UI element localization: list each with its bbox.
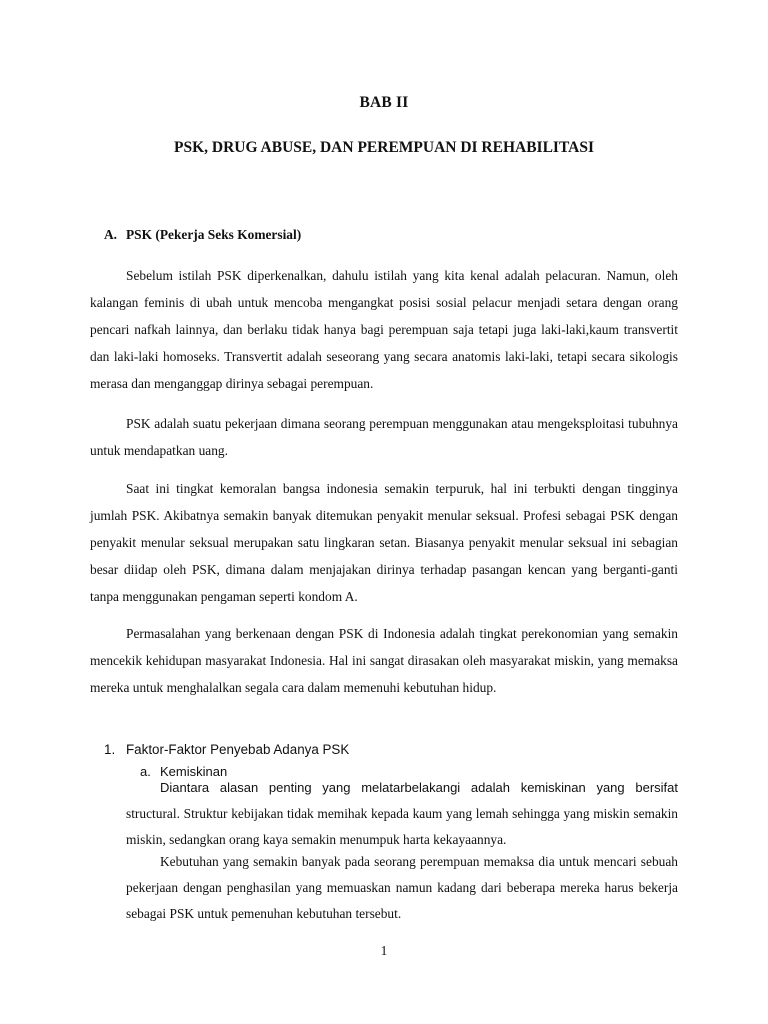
paragraph: Sebelum istilah PSK diperkenalkan, dahulu istilah yang kita kenal adalah pelacuran. Namun, oleh kalangan feminis di ubah untuk mencoba mengangkat posisi sosial pelacur menjadi setara dengan orang pencari nafkah lainnya, dan berlaku tidak hanya bagi perempuan saja tetapi juga laki-laki,kaum transvertit dan laki-laki homoseks. Transvertit adalah seseorang yang secara anatomis laki-laki, tetapi secara sikologis merasa dan menganggap dirinya sebagai perempuan. xyxy=(90,268,678,391)
sub-paragraph: Kebutuhan yang semakin banyak pada seorang perempuan memaksa dia untuk mencari sebuah pekerjaan dengan penghasilan yang memuaskan namun kadang dari beberapa mereka harus bekerja sebagai PSK untuk pemenuhan kebutuhan tersebut. xyxy=(126,854,678,921)
list-item-title: Faktor-Faktor Penyebab Adanya PSK xyxy=(126,742,350,757)
chapter-label: BAB II xyxy=(359,94,409,111)
numbered-list-item xyxy=(104,742,349,757)
chapter-title: PSK, DRUG ABUSE, DAN PEREMPUAN DI REHABILITASI xyxy=(174,139,594,156)
sub-item-letter: a. xyxy=(140,764,151,779)
paragraph: Saat ini tingkat kemoralan bangsa indonesia semakin terpuruk, hal ini terbukti dengan tingginya jumlah PSK. Akibatnya semakin banyak ditemukan penyakit menular seksual. Profesi sebagai PSK dengan penyakit menular seksual merupakan satu lingkaran setan. Biasanya penyakit menular seksual ini sebagian besar diidap oleh PSK, dimana dalam menjajakan dirinya terhadap pasangan kencan yang berganti-ganti tanpa menggunakan pengaman seperti kondom A. xyxy=(90,481,678,604)
sub-item-title: Kemiskinan xyxy=(160,764,228,779)
section-heading xyxy=(104,227,301,243)
page-number: 1 xyxy=(380,943,388,958)
sub-paragraph-first-line: Diantara alasan penting yang melatarbelakangi adalah kemiskinan yang bersifat xyxy=(160,780,678,795)
sub-paragraph-continuation: structural. Struktur kebijakan tidak memihak kepada kaum yang lemah sehingga yang miskin semakin miskin, sedangkan orang kaya semakin menumpuk harta kekayaannya. xyxy=(126,806,678,847)
paragraph: Permasalahan yang berkenaan dengan PSK di Indonesia adalah tingkat perekonomian yang semakin mencekik kehidupan masyarakat Indonesia. Hal ini sangat dirasakan oleh masyarakat miskin, yang memaksa mereka untuk menghalalkan segala cara dalam memenuhi kebutuhan hidup. xyxy=(90,626,678,695)
list-number: 1. xyxy=(104,742,116,757)
section-marker: A. xyxy=(104,227,118,242)
paragraph: PSK adalah suatu pekerjaan dimana seorang perempuan menggunakan atau mengeksploitasi tubuhnya untuk mendapatkan uang. xyxy=(90,416,678,458)
sub-paragraph xyxy=(126,775,678,853)
section-title: PSK (Pekerja Seks Komersial) xyxy=(126,227,302,242)
